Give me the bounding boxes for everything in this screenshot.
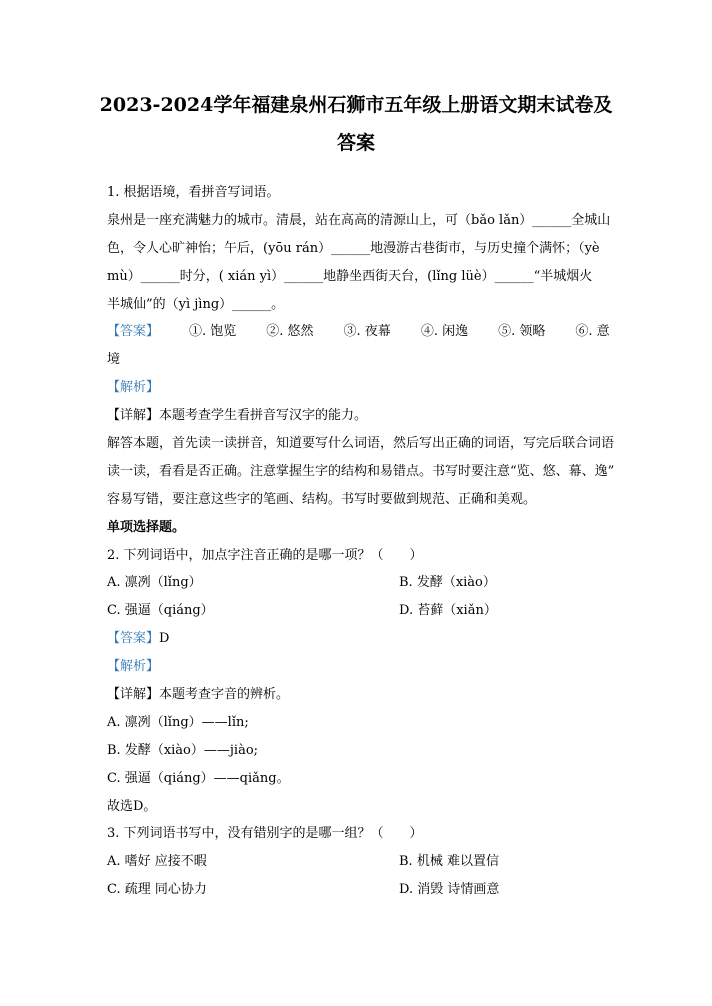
question-2-options-row (107, 597, 612, 625)
question-1-stem: 1. 根据语境，看拼音写词语。 (107, 185, 280, 200)
answer-label: 【答案】 (107, 324, 160, 340)
answer-value: D (159, 631, 170, 647)
analysis-text: 故选D。 (107, 798, 157, 814)
question-1-text: 泉州是一座充满魅力的城市。清晨，站在高高的清源山上，可（bǎo lǎn）______全城山 (107, 212, 611, 228)
answer-item: ①. 饱览 (189, 324, 237, 340)
question-1-text: 半城仙”的（yì jìng）______。 (107, 296, 285, 312)
answer-item: ③. 夜幕 (343, 324, 391, 340)
option-a: A. 嗜好 应接不暇 (107, 854, 207, 870)
section-heading: 单项选择题。 (107, 519, 186, 535)
option-a: A. 凛冽（lǐng） (107, 575, 202, 591)
question-2-answer (107, 625, 612, 653)
question-3-options-row (107, 848, 612, 876)
document-title-line-1: 2023-2024学年福建泉州石狮市五年级上册语文期末试卷及 (99, 94, 613, 116)
answer-item: ⑥. 意 (575, 324, 610, 340)
question-3-stem: 3. 下列词语书写中，没有错别字的是哪一组？（ ） (107, 826, 423, 842)
analysis-text: 解答本题，首先读一读拼音，知道要写什么词语，然后写出正确的词语，写完后联合词语 (107, 436, 615, 452)
document-body (107, 179, 615, 904)
analysis-text: B. 发酵（xiào）——jiào; (107, 742, 259, 758)
analysis-text: 容易写错，要注意这些字的笔画、结构。书写时要做到规范、正确和美观。 (107, 491, 537, 507)
question-1-text: mù）______时分，( xián yì）______地静坐西街天台，(lǐng lüè）______“半城烟火 (107, 268, 593, 284)
option-b: B. 发酵（xiào） (399, 575, 496, 591)
question-3-options-row (107, 876, 612, 904)
analysis-text: 【详解】本题考查字音的辨析。 (107, 687, 290, 703)
question-2-options-row (107, 569, 612, 597)
analysis-text: A. 凛冽（lǐng）——lǐn; (107, 714, 249, 730)
answer-item: ④. 闲逸 (420, 324, 469, 340)
analysis-label: 【解析】 (107, 380, 160, 396)
question-1-text: 色，令人心旷神怡；午后，(yōu rán）______地漫游古巷街市，与历史撞个满怀；（yè (107, 240, 600, 256)
answer-wrap: 境 (107, 352, 121, 368)
answer-item: ⑤. 领略 (498, 324, 546, 340)
option-d: D. 消毁 诗情画意 (399, 882, 500, 898)
analysis-label: 【解析】 (107, 659, 160, 675)
analysis-text: C. 强逼（qiáng）——qiǎng。 (107, 770, 290, 786)
document-title-line-2: 答案 (336, 132, 375, 154)
option-c: C. 疏理 同心协力 (107, 882, 207, 898)
option-b: B. 机械 难以置信 (399, 854, 499, 870)
question-1-answer (107, 318, 612, 346)
option-c: C. 强逼（qiáng） (107, 603, 214, 619)
analysis-text: 读一读，看看是否正确。注意掌握生字的结构和易错点。书写时要注意“览、悠、幕、逸” (107, 463, 615, 479)
option-d: D. 苔藓（xiǎn） (399, 603, 497, 619)
analysis-text: 【详解】本题考查学生看拼音写汉字的能力。 (107, 408, 368, 424)
answer-item: ②. 悠然 (266, 324, 314, 340)
question-2-stem: 2. 下列词语中，加点字注音正确的是哪一项？（ ） (107, 547, 423, 563)
answer-label: 【答案】 (107, 631, 160, 647)
